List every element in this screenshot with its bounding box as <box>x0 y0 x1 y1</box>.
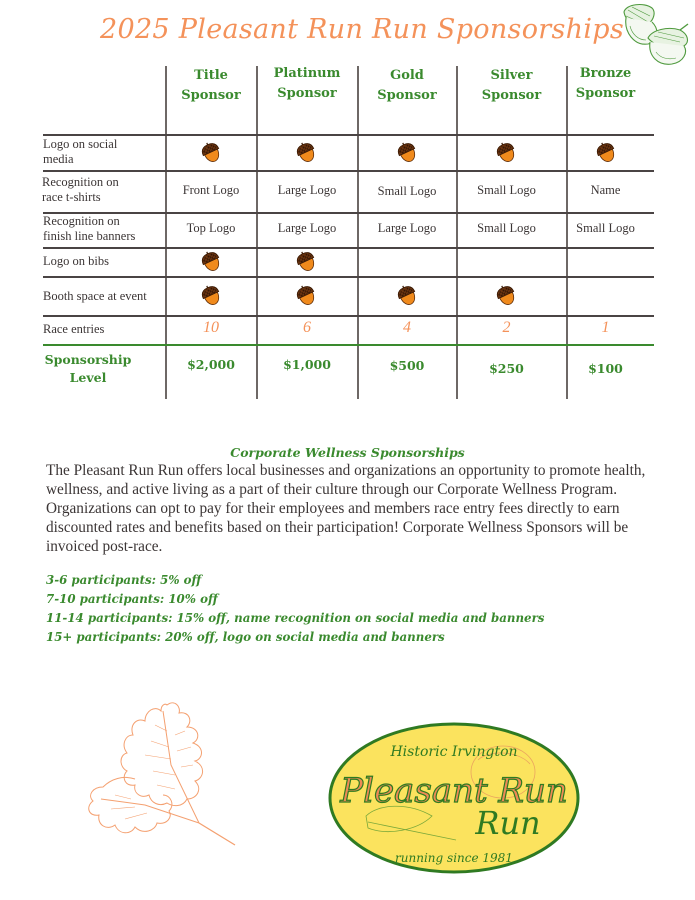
sponsorship-level-label <box>43 351 133 387</box>
sponsorship-table <box>0 0 695 400</box>
column-header-line: Sponsor <box>481 88 542 103</box>
column-header-line: Sponsor <box>181 88 241 103</box>
table-divider <box>43 315 654 317</box>
page-title: 2025 Pleasant Run Run Sponsorships <box>100 14 624 45</box>
row-label-line: finish line banners <box>43 229 136 243</box>
level-label-line: Level <box>69 370 107 385</box>
corporate-wellness-body: The Pleasant Run Run offers local businesses and organizations an opportunity to promote health, wellness, and active living as a part of their culture through our Corporate Wellness Program. Organizations can opt to pay for their employees and members race entry fees directly to earn discounted rates and benefits based on their participation! Corporate Wellness Sponsors will be invoiced post-race. <box>46 462 646 555</box>
column-header-line: Gold <box>390 68 424 83</box>
column-header-bronze <box>567 64 644 104</box>
tier-item: 11-14 participants: 15% off, name recognition on social media and banners <box>46 611 545 625</box>
price-title: $2,000 <box>187 357 235 372</box>
tier-item: 3-6 participants: 5% off <box>46 573 202 587</box>
table-divider-green <box>43 344 654 346</box>
table-divider <box>43 276 654 278</box>
row-label-booth <box>43 289 147 304</box>
cell-banners-title: Top Logo <box>186 221 236 235</box>
logo-top-text: Historic Irvington <box>390 744 518 760</box>
acorn-icon <box>200 284 222 306</box>
cell-entries-silver: 2 <box>502 319 511 336</box>
column-header-silver <box>457 66 566 106</box>
discount-tiers <box>46 571 666 647</box>
row-label-line: Logo on bibs <box>43 254 109 268</box>
logo-main-line2: Run <box>475 804 541 842</box>
cell-entries-platinum: 6 <box>303 319 311 336</box>
cell-tshirts-gold: Small Logo <box>377 184 437 198</box>
column-header-line: Sponsor <box>377 88 437 103</box>
acorn-icon <box>200 250 222 272</box>
column-header-line: Silver <box>490 68 533 83</box>
row-label-bibs <box>43 254 109 269</box>
column-header-line: Bronze <box>579 66 632 81</box>
cell-entries-gold: 4 <box>403 319 411 336</box>
column-header-line: Title <box>194 68 228 83</box>
acorn-icon <box>295 141 317 163</box>
price-silver: $250 <box>489 361 524 376</box>
cell-entries-bronze: 1 <box>601 319 610 336</box>
cell-tshirts-silver: Small Logo <box>477 183 536 197</box>
table-divider <box>43 134 654 136</box>
row-label-tshirts <box>42 175 119 205</box>
acorn-icon <box>396 141 418 163</box>
acorn-icon <box>200 141 222 163</box>
column-header-line: Platinum <box>273 66 341 81</box>
row-label-line: Recognition on <box>43 214 120 228</box>
acorn-icon <box>295 250 317 272</box>
tier-item: 15+ participants: 20% off, logo on social media and banners <box>46 630 445 644</box>
table-divider <box>43 170 654 172</box>
row-label-banners <box>43 214 135 244</box>
price-bronze: $100 <box>588 361 623 376</box>
acorn-icon <box>495 141 517 163</box>
row-label-race-entries <box>43 322 104 337</box>
row-label-social-media <box>43 137 117 167</box>
row-label-line: Logo on social <box>43 137 118 151</box>
cell-tshirts-bronze: Name <box>590 183 621 197</box>
cell-banners-platinum: Large Logo <box>277 221 337 235</box>
cell-entries-title: 10 <box>203 319 219 336</box>
acorn-icon <box>295 284 317 306</box>
cell-banners-bronze: Small Logo <box>576 221 635 235</box>
logo-main-line1: Pleasant Run <box>340 771 568 811</box>
row-label-line: Recognition on <box>42 175 119 189</box>
acorn-icon <box>396 284 418 306</box>
logo-bottom-text: running since 1981 <box>395 851 513 865</box>
column-header-line: Sponsor <box>277 86 337 101</box>
acorn-icon <box>595 141 617 163</box>
cell-banners-gold: Large Logo <box>377 221 437 235</box>
level-label-line: Sponsorship <box>44 352 132 367</box>
cell-tshirts-title: Front Logo <box>182 183 240 197</box>
acorn-icon <box>495 284 517 306</box>
row-label-line: Booth space at event <box>43 289 147 303</box>
corporate-wellness-heading: Corporate Wellness Sponsorships <box>230 445 465 460</box>
row-label-line: Race entries <box>43 322 105 336</box>
row-label-line: media <box>43 152 74 166</box>
price-platinum: $1,000 <box>283 357 331 372</box>
tier-item: 7-10 participants: 10% off <box>46 592 218 606</box>
price-gold: $500 <box>389 358 425 373</box>
column-header-title <box>166 66 256 106</box>
column-header-platinum <box>257 64 357 104</box>
cell-tshirts-platinum: Large Logo <box>277 183 337 197</box>
column-header-gold <box>358 66 456 106</box>
oak-leaf-illustration <box>75 695 255 855</box>
column-header-line: Sponsor <box>575 86 636 101</box>
cell-banners-silver: Small Logo <box>477 221 536 235</box>
table-divider <box>43 247 654 249</box>
row-label-line: race t-shirts <box>42 190 101 204</box>
pleasant-run-run-logo <box>328 720 583 880</box>
